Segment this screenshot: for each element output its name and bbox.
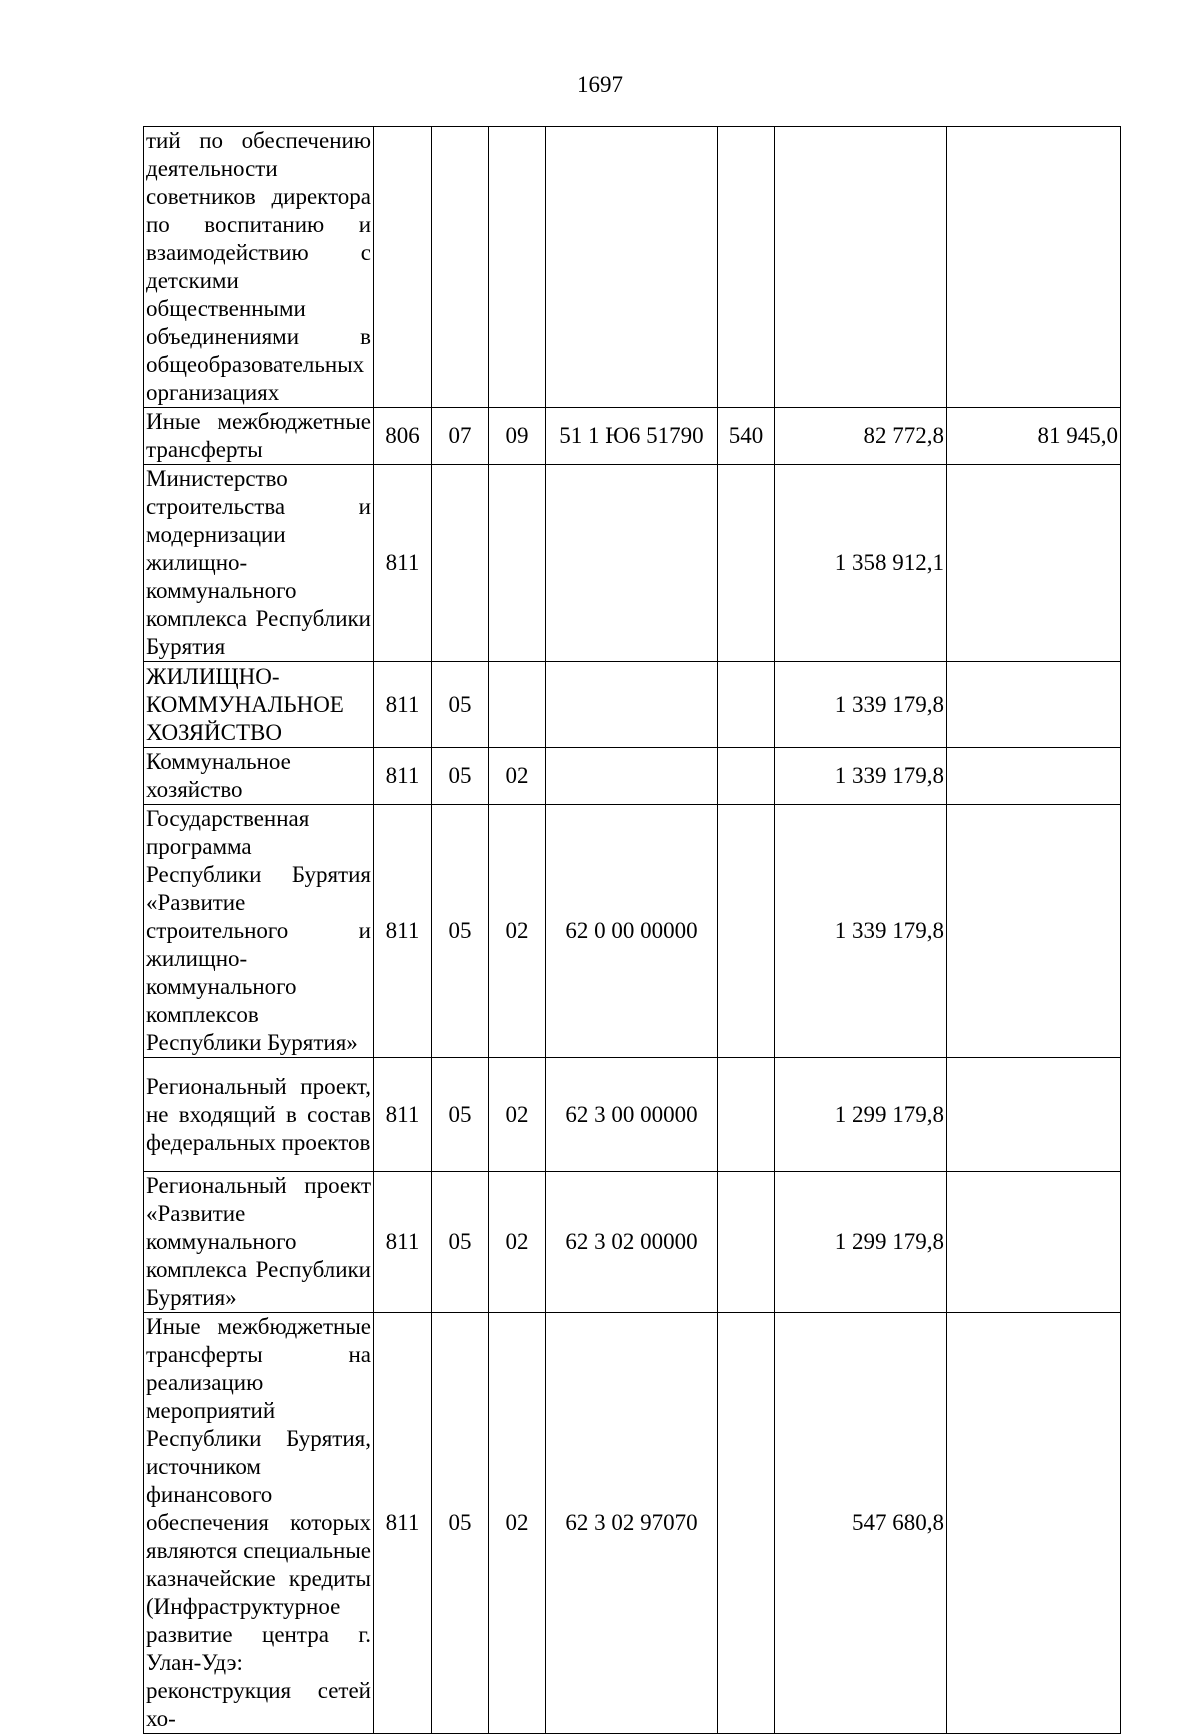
ministry-code: 806 bbox=[374, 408, 432, 465]
row-name: Коммунальное хозяйство bbox=[144, 748, 374, 805]
target-article: 62 0 00 00000 bbox=[546, 805, 718, 1058]
amount-2 bbox=[947, 748, 1121, 805]
table-row bbox=[144, 748, 1121, 805]
subsection-code: 02 bbox=[489, 1058, 546, 1172]
table-row bbox=[144, 1313, 1121, 1734]
table-row bbox=[144, 1058, 1121, 1172]
amount-1 bbox=[775, 127, 947, 408]
ministry-code: 811 bbox=[374, 805, 432, 1058]
amount-2: 81 945,0 bbox=[947, 408, 1121, 465]
amount-1: 1 339 179,8 bbox=[775, 748, 947, 805]
amount-2 bbox=[947, 805, 1121, 1058]
row-name: Иные межбюджетные трансферты на реализацию мероприятий Республики Бурятия, источником финансового обеспечения которых являются специальные казначейские кредиты (Инфраструктурное развитие центра г. Улан-Удэ: реконструкция сетей хо- bbox=[144, 1313, 374, 1734]
amount-2 bbox=[947, 1313, 1121, 1734]
subsection-code: 02 bbox=[489, 805, 546, 1058]
amount-2 bbox=[947, 127, 1121, 408]
amount-2 bbox=[947, 1172, 1121, 1313]
ministry-code: 811 bbox=[374, 465, 432, 662]
amount-1: 1 339 179,8 bbox=[775, 805, 947, 1058]
table-row bbox=[144, 408, 1121, 465]
expense-type bbox=[718, 465, 775, 662]
expense-type bbox=[718, 748, 775, 805]
section-code bbox=[432, 127, 489, 408]
budget-table bbox=[143, 126, 1121, 1734]
table-row bbox=[144, 805, 1121, 1058]
subsection-code bbox=[489, 662, 546, 748]
expense-type bbox=[718, 127, 775, 408]
subsection-code: 02 bbox=[489, 1313, 546, 1734]
expense-type bbox=[718, 1172, 775, 1313]
row-name: Министерство строительства и модернизации жилищно-коммунального комплекса Республики Бурятия bbox=[144, 465, 374, 662]
amount-1: 82 772,8 bbox=[775, 408, 947, 465]
row-name: ЖИЛИЩНО-КОММУНАЛЬНОЕ ХОЗЯЙСТВО bbox=[144, 662, 374, 748]
ministry-code: 811 bbox=[374, 748, 432, 805]
target-article bbox=[546, 748, 718, 805]
subsection-code: 02 bbox=[489, 748, 546, 805]
expense-type bbox=[718, 1313, 775, 1734]
ministry-code: 811 bbox=[374, 1313, 432, 1734]
amount-1: 547 680,8 bbox=[775, 1313, 947, 1734]
ministry-code: 811 bbox=[374, 1172, 432, 1313]
amount-1: 1 299 179,8 bbox=[775, 1172, 947, 1313]
target-article: 51 1 Ю6 51790 bbox=[546, 408, 718, 465]
target-article: 62 3 00 00000 bbox=[546, 1058, 718, 1172]
target-article bbox=[546, 662, 718, 748]
amount-1: 1 358 912,1 bbox=[775, 465, 947, 662]
table-row bbox=[144, 465, 1121, 662]
ministry-code: 811 bbox=[374, 1058, 432, 1172]
amount-2 bbox=[947, 662, 1121, 748]
section-code: 05 bbox=[432, 1172, 489, 1313]
amount-1: 1 339 179,8 bbox=[775, 662, 947, 748]
row-name: Государственная программа Республики Бурятия «Развитие строительного и жилищно-коммунального комплексов Республики Бурятия» bbox=[144, 805, 374, 1058]
target-article: 62 3 02 00000 bbox=[546, 1172, 718, 1313]
section-code bbox=[432, 465, 489, 662]
section-code: 05 bbox=[432, 662, 489, 748]
row-name: тий по обеспечению деятельности советников директора по воспитанию и взаимодействию с детскими общественными объединениями в общеобразовательных организациях bbox=[144, 127, 374, 408]
row-name: Региональный проект, не входящий в состав федеральных проектов bbox=[144, 1058, 374, 1172]
expense-type bbox=[718, 1058, 775, 1172]
table-row bbox=[144, 1172, 1121, 1313]
page-number: 1697 bbox=[577, 72, 623, 97]
table-row bbox=[144, 127, 1121, 408]
section-code: 05 bbox=[432, 748, 489, 805]
target-article bbox=[546, 127, 718, 408]
amount-1: 1 299 179,8 bbox=[775, 1058, 947, 1172]
amount-2 bbox=[947, 465, 1121, 662]
target-article bbox=[546, 465, 718, 662]
section-code: 05 bbox=[432, 1313, 489, 1734]
section-code: 05 bbox=[432, 805, 489, 1058]
row-name: Иные межбюджетные трансферты bbox=[144, 408, 374, 465]
section-code: 07 bbox=[432, 408, 489, 465]
subsection-code bbox=[489, 127, 546, 408]
section-code: 05 bbox=[432, 1058, 489, 1172]
subsection-code: 09 bbox=[489, 408, 546, 465]
target-article: 62 3 02 97070 bbox=[546, 1313, 718, 1734]
table-row bbox=[144, 662, 1121, 748]
row-name: Региональный проект «Развитие коммунального комплекса Республики Бурятия» bbox=[144, 1172, 374, 1313]
amount-2 bbox=[947, 1058, 1121, 1172]
expense-type bbox=[718, 662, 775, 748]
subsection-code bbox=[489, 465, 546, 662]
expense-type bbox=[718, 805, 775, 1058]
expense-type: 540 bbox=[718, 408, 775, 465]
subsection-code: 02 bbox=[489, 1172, 546, 1313]
ministry-code bbox=[374, 127, 432, 408]
ministry-code: 811 bbox=[374, 662, 432, 748]
